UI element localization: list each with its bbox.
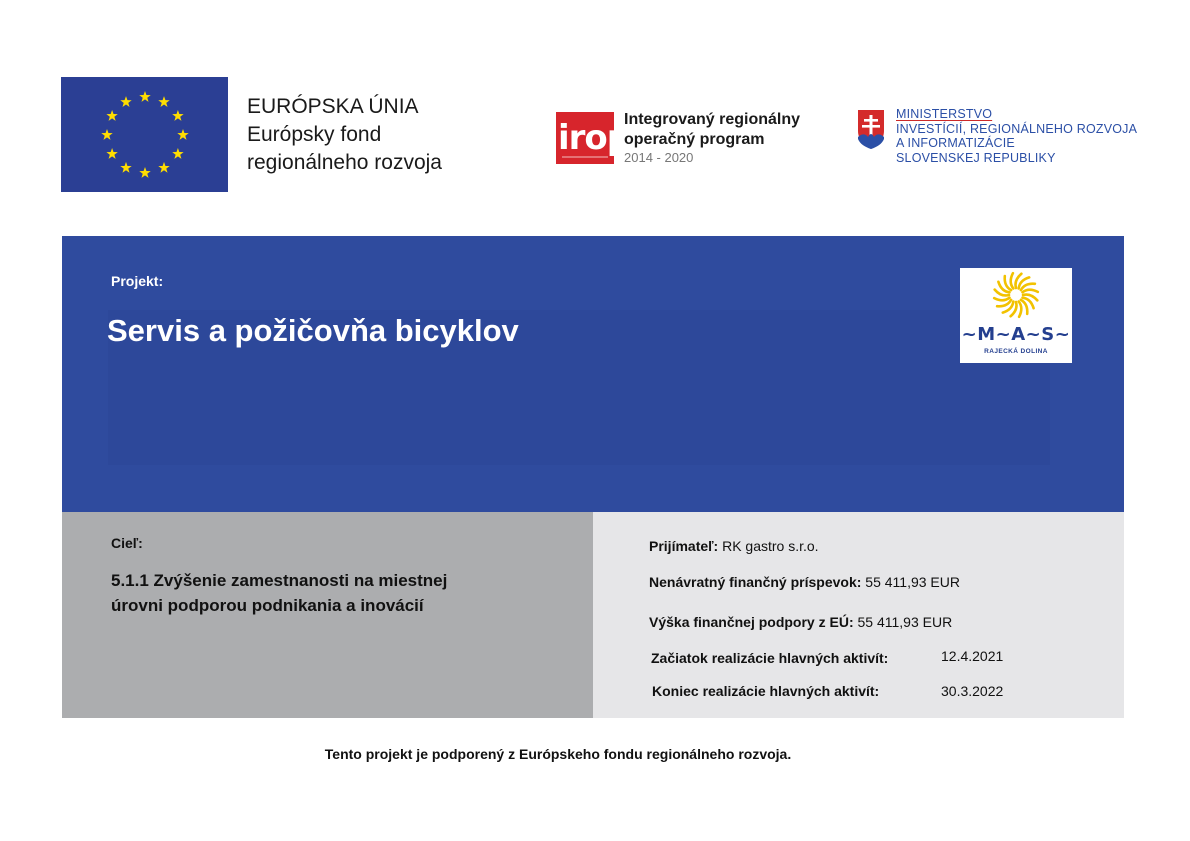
goal-line-2: úrovni podporou podnikania a inovácií xyxy=(111,596,424,615)
goal-line-1: 5.1.1 Zvýšenie zamestnanosti na miestnej xyxy=(111,571,448,590)
footer-note: Tento projekt je podporený z Európskeho fondu regionálneho rozvoja. xyxy=(324,746,792,762)
eu-line-2: Európsky fond xyxy=(247,123,382,146)
project-label: Projekt: xyxy=(111,273,164,289)
eu-star-icon xyxy=(120,162,131,173)
irop-years: 2014 - 2020 xyxy=(624,150,694,165)
eu-star-icon xyxy=(106,148,117,159)
project-title: Servis a požičovňa bicyklov xyxy=(107,313,519,348)
ministry-line-4: SLOVENSKEJ REPUBLIKY xyxy=(896,150,1056,165)
ministry-label xyxy=(896,107,1137,165)
sun-ray-icon xyxy=(1019,302,1022,317)
eu-star-icon xyxy=(158,96,169,107)
eu-star-icon xyxy=(101,129,112,140)
irop-logo xyxy=(556,112,631,164)
eu-support-label: Výška finančnej podpory z EÚ: xyxy=(649,614,854,630)
slovak-coat-of-arms-icon xyxy=(855,107,887,151)
eu-stars-icon xyxy=(61,77,228,192)
sun-ray-icon xyxy=(1023,290,1038,293)
sun-ray-icon xyxy=(994,298,1009,301)
eu-star-icon xyxy=(172,148,183,159)
mas-logo xyxy=(960,268,1072,363)
goal-text xyxy=(111,568,447,618)
grant-value: 55 411,93 EUR xyxy=(865,574,960,590)
mas-logo-name: ~M~A~S~ xyxy=(961,324,1071,345)
eu-star-icon xyxy=(106,110,117,121)
end-row xyxy=(652,683,879,699)
sun-ray-icon xyxy=(1011,273,1014,288)
recipient-row xyxy=(649,538,819,554)
start-label: Začiatok realizácie hlavných aktivít: xyxy=(651,650,889,666)
sun-icon xyxy=(960,268,1072,324)
start-row xyxy=(651,650,888,666)
grant-row xyxy=(649,574,960,590)
start-value: 12.4.2021 xyxy=(941,648,1004,664)
eu-line-3: regionálneho rozvoja xyxy=(247,151,442,174)
irop-logo-text: irop xyxy=(558,118,631,158)
eu-fund-label xyxy=(247,93,442,177)
eu-star-icon xyxy=(120,96,131,107)
recipient-value: RK gastro s.r.o. xyxy=(722,538,819,554)
ministry-line-3: A INFORMATIZÁCIE xyxy=(896,136,1015,150)
eu-star-icon xyxy=(139,91,150,102)
eu-flag-logo xyxy=(61,77,228,192)
eu-star-icon xyxy=(177,129,188,140)
irop-logo-bar xyxy=(562,156,608,158)
irop-line-1: Integrovaný regionálny xyxy=(624,111,801,128)
eu-support-value: 55 411,93 EUR xyxy=(857,614,953,630)
eu-star-icon xyxy=(158,162,169,173)
ministry-line-2: INVESTÍCIÍ, REGIONÁLNEHO ROZVOJA xyxy=(896,121,1138,136)
eu-star-icon xyxy=(172,110,183,121)
eu-star-icon xyxy=(139,167,150,178)
eu-line-1: EURÓPSKA ÚNIA xyxy=(247,95,419,118)
ministry-line-1: MINISTERSTVO xyxy=(896,107,993,121)
eu-support-row xyxy=(649,614,952,630)
end-value: 30.3.2022 xyxy=(941,683,1004,699)
irop-line-2: operačný program xyxy=(624,131,765,148)
end-label: Koniec realizácie hlavných aktivít: xyxy=(652,683,880,699)
recipient-label: Prijímateľ: xyxy=(649,538,719,554)
irop-label xyxy=(624,110,800,166)
mas-logo-region: RAJECKÁ DOLINA xyxy=(984,348,1048,355)
grant-label: Nenávratný finančný príspevok: xyxy=(649,574,862,590)
goal-label: Cieľ: xyxy=(111,535,143,551)
